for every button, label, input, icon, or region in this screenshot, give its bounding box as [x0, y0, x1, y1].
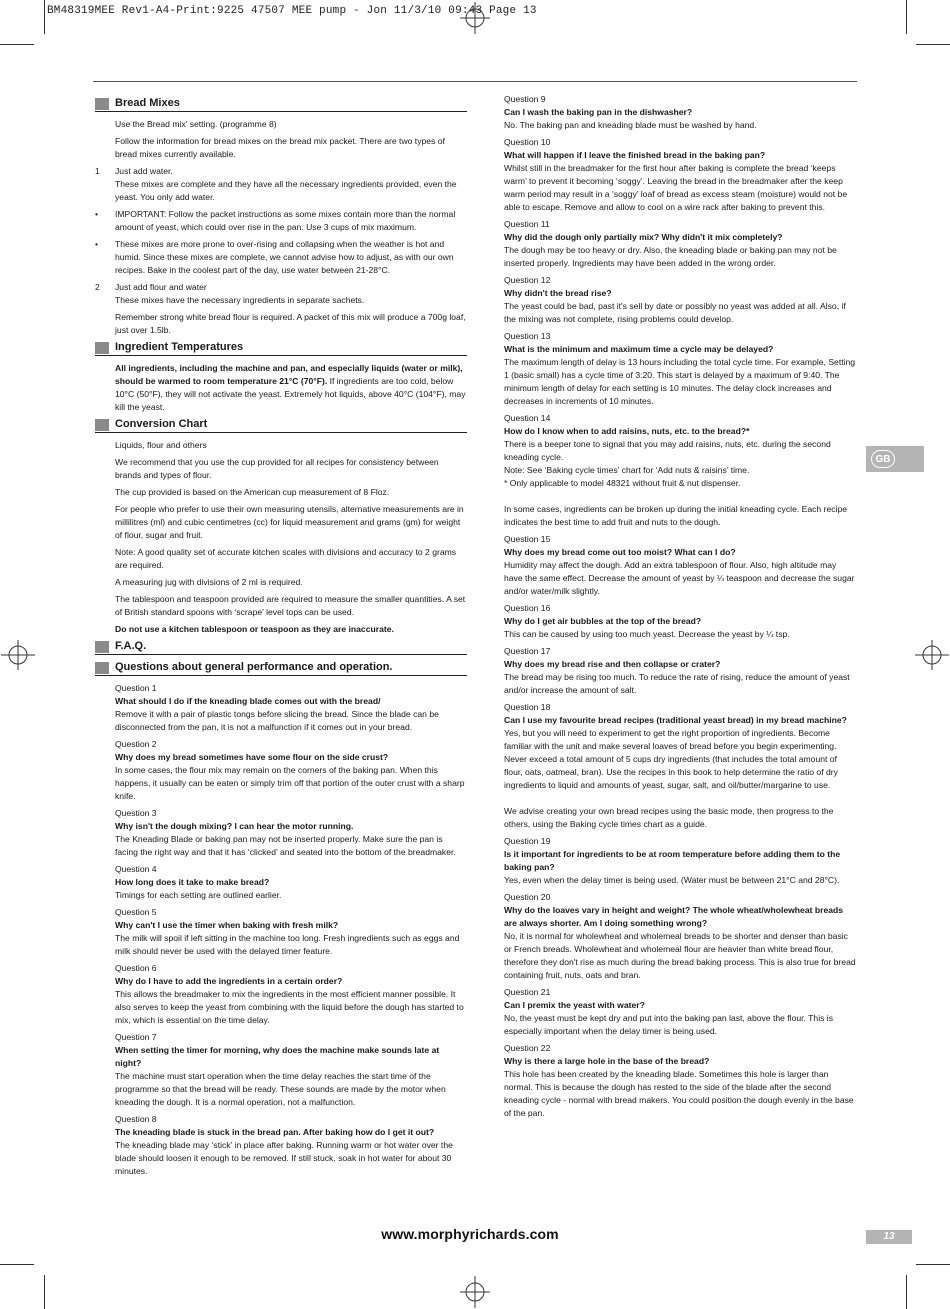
- answer-text: The milk will spoil if left sitting in the machine too long. Fresh ingredients such as eggs and milk should never be used with the delayed timer feature.: [115, 933, 460, 956]
- section-conversion-chart-heading: [95, 418, 467, 433]
- question-number: Question 19: [504, 836, 551, 846]
- faq-item: [504, 136, 856, 214]
- crop-mark-bottom-right-v: [906, 1275, 907, 1309]
- right-column: [504, 93, 856, 1124]
- question-text: Why can't I use the timer when baking with fresh milk?: [115, 920, 339, 930]
- list-item: [95, 238, 467, 277]
- question-number: Question 8: [115, 1114, 157, 1124]
- paragraph: A measuring jug with divisions of 2 ml is required.: [115, 577, 303, 587]
- faq-item: [504, 835, 856, 887]
- question-number: Question 3: [115, 808, 157, 818]
- list-text: Just add flour and water: [115, 282, 207, 292]
- question-number: Question 14: [504, 413, 551, 423]
- section-square-icon: [95, 419, 109, 431]
- question-text: Can I wash the baking pan in the dishwasher?: [504, 107, 693, 117]
- list-text: These mixes are more prone to over-rising and collapsing when the weather is hot and humid. Since these mixes are complete, we cannot advise how to adjust, as with our own recipes. Bake in the coolest part of the day, use water between 21-28°C.: [115, 239, 454, 275]
- header-rule: [93, 81, 857, 82]
- paragraph: Liquids, flour and others: [115, 440, 207, 450]
- question-number: Question 2: [115, 739, 157, 749]
- text: If ingredients are too cold, below 10°C (50°F), they will not activate the yeast. Extremely hot liquids, above 40°C (104°F), may kill the yeast.: [115, 376, 466, 412]
- paragraph: Follow the information for bread mixes on the bread mix packet. There are two types of bread mixes currently available.: [115, 136, 445, 159]
- left-column: [95, 93, 467, 1182]
- answer-text: No. The baking pan and kneading blade must be washed by hand.: [504, 120, 757, 130]
- section-ingredient-temperatures-heading: [95, 341, 467, 356]
- paragraph: We recommend that you use the cup provided for all recipes for consistency between brands and types of flour.: [115, 457, 439, 480]
- crop-mark-bottom-right-h: [916, 1264, 950, 1265]
- answer-text: In some cases, the flour mix may remain on the corners of the baking pan. When this happens, it usually can be eaten or simply trim off that portion of the outer crust with a sharp knife.: [115, 765, 465, 801]
- list-item: [95, 208, 467, 234]
- question-text: How do I know when to add raisins, nuts, etc. to the bread?*: [504, 426, 750, 436]
- paragraph: Use the Bread mix' setting. (programme 8): [115, 119, 277, 129]
- question-number: Question 17: [504, 646, 551, 656]
- question-number: Question 11: [504, 219, 550, 229]
- crop-mark-top-left-v: [44, 0, 45, 34]
- faq-item: [504, 330, 856, 408]
- list-marker: 1: [95, 166, 100, 176]
- question-number: Question 6: [115, 963, 157, 973]
- list-text: IMPORTANT: Follow the packet instructions as some mixes contain more than the normal amount of yeast, which could over rise in the pan. Use 3 cups of mix maximum.: [115, 209, 456, 232]
- footer-url: www.morphyrichards.com: [381, 1226, 559, 1242]
- question-text: Why is there a large hole in the base of the bread?: [504, 1056, 710, 1066]
- question-text: Why didn't the bread rise?: [504, 288, 612, 298]
- bold-text: All ingredients, including the machine and pan, and especially liquids (water or milk), should be warmed to room temperature 21°C (70°F).: [115, 363, 463, 386]
- section-general-questions-heading: [95, 661, 467, 676]
- language-badge: GB: [871, 450, 895, 468]
- faq-item: [115, 682, 467, 734]
- question-number: Question 20: [504, 892, 551, 902]
- faq-item: [115, 1031, 467, 1109]
- question-number: Question 9: [504, 94, 546, 104]
- paragraph: [115, 362, 467, 414]
- answer-text: There is a beeper tone to signal that you may add raisins, nuts, etc. during the second kneading cycle. Note: See ‘Baking cycle times’ chart for ‘Add nuts & raisins’ time. * Only applicable to model 48321 without fruit & nut dispenser. In some cases, ingredients can be broken up during the initial kneading cycle. Each recipe indicates the best time to add fruit and nuts to the dough.: [504, 439, 847, 527]
- bullet-marker: •: [95, 239, 99, 249]
- print-slug: BM48319MEE Rev1-A4-Print:9225 47507 MEE pump - Jon 11/3/10 09:43 Page 13: [47, 5, 537, 17]
- answer-text: No, it is normal for wholewheat and wholemeal breads to be shorter and denser than basic or French breads. Wholewheat and wholemeal flour are heavier than white bread flour, therefore they don't rise as much during the bread baking process. This is also true for bread containing fruit, nuts, oats and bran.: [504, 931, 856, 980]
- faq-item: [504, 701, 856, 831]
- answer-text: Humidity may affect the dough. Add an extra tablespoon of flour. Also, high altitude may have the same effect. Decrease the amount of yeast by ¼ teaspoon and decrease the sugar and/or water/milk slightly.: [504, 560, 855, 596]
- section-title: Ingredient Temperatures: [115, 341, 244, 353]
- question-number: Question 21: [504, 987, 551, 997]
- faq-item: [504, 602, 856, 641]
- registration-mark-bottom: [460, 1276, 490, 1308]
- faq-item: [504, 93, 856, 132]
- faq-item: [504, 986, 856, 1038]
- question-text: Why do the loaves vary in height and weight? The whole wheat/wholewheat breads are always shorter. Am I doing something wrong?: [504, 905, 844, 928]
- faq-item: [504, 891, 856, 982]
- answer-text: The bread may be rising too much. To reduce the rate of rising, reduce the amount of yeast and/or increase the amount of salt.: [504, 672, 850, 695]
- section-title: Questions about general performance and operation.: [115, 661, 393, 673]
- crop-mark-bottom-left-h: [0, 1264, 34, 1265]
- question-number: Question 1: [115, 683, 157, 693]
- list-marker: 2: [95, 282, 100, 292]
- question-number: Question 7: [115, 1032, 157, 1042]
- question-number: Question 10: [504, 137, 551, 147]
- faq-item: [115, 863, 467, 902]
- faq-item: [504, 645, 856, 697]
- section-title: F.A.Q.: [115, 640, 147, 652]
- faq-item: [504, 1042, 856, 1120]
- answer-text: This can be caused by using too much yeast. Decrease the yeast by ¼ tsp.: [504, 629, 790, 639]
- crop-mark-top-right-h: [916, 44, 950, 45]
- question-text: Why does my bread rise and then collapse or crater?: [504, 659, 721, 669]
- list-text: These mixes have the necessary ingredients in separate sachets.: [115, 295, 365, 305]
- answer-text: The machine must start operation when the time delay reaches the start time of the programme so that the bread will be ready. These sounds are made by the motor when kneading the dough. It is a normal operation, not a malfunction.: [115, 1071, 446, 1107]
- question-number: Question 15: [504, 534, 551, 544]
- question-text: Why do I have to add the ingredients in a certain order?: [115, 976, 343, 986]
- answer-text: The kneading blade may ‘stick’ in place after baking. Running warm or hot water over the blade should loosen it enough to be removed. If still stuck, soak in hot water for about 30 minutes.: [115, 1140, 453, 1176]
- answer-text: Remove it with a pair of plastic tongs before slicing the bread. Since the blade can be disconnected from the pan, it is not a malfunction if it comes out in your bread.: [115, 709, 439, 732]
- bullet-marker: •: [95, 209, 99, 219]
- question-number: Question 5: [115, 907, 157, 917]
- faq-item: [504, 412, 856, 529]
- crop-mark-top-left-h: [0, 44, 34, 45]
- question-number: Question 13: [504, 331, 551, 341]
- question-text: Is it important for ingredients to be at room temperature before adding them to the baking pan?: [504, 849, 841, 872]
- answer-text: This hole has been created by the kneading blade. Sometimes this hole is larger than normal. This is because the dough has rested to the side of the blade after the second kneading cycle - normal with bread makers. You could position the dough evenly in the base of the pan.: [504, 1069, 854, 1118]
- question-text: Can I premix the yeast with water?: [504, 1000, 645, 1010]
- question-text: Why do I get air bubbles at the top of the bread?: [504, 616, 702, 626]
- question-text: How long does it take to make bread?: [115, 877, 270, 887]
- section-faq-heading: [95, 640, 467, 655]
- list-text: These mixes are complete and they have all the necessary ingredients provided, even the yeast. You only add water.: [115, 179, 457, 202]
- question-text: Why does my bread sometimes have some flour on the side crust?: [115, 752, 389, 762]
- question-text: When setting the timer for morning, why does the machine make sounds late at night?: [115, 1045, 440, 1068]
- question-text: Why did the dough only partially mix? Why didn't it mix completely?: [504, 232, 783, 242]
- warning-paragraph: Do not use a kitchen tablespoon or teaspoon as they are inaccurate.: [115, 624, 394, 634]
- question-number: Question 18: [504, 702, 551, 712]
- question-number: Question 16: [504, 603, 551, 613]
- question-text: Can I use my favourite bread recipes (traditional yeast bread) in my bread machine?: [504, 715, 847, 725]
- answer-text: Yes, but you will need to experiment to get the right proportion of ingredients. Become familiar with the unit and make several loaves of bread before you begin experimenting. Never exceed a total amount of 5 cups dry ingredients (that includes the total amount of flour, oats, oatmeal, bran). Use the recipes in this book to help determine the ratio of dry ingredients to liquid and amounts of yeast, sugar, salt, and oil/butter/margarine to use. We advise creating your own bread recipes using the basic mode, then progress to the others, using the Baking cycle times chart as a guide.: [504, 728, 838, 829]
- answer-text: The dough may be too heavy or dry. Also, the kneading blade or baking pan may not be inserted properly. Ingredients may have been added in the wrong order.: [504, 245, 837, 268]
- question-number: Question 4: [115, 864, 157, 874]
- registration-mark-top: [460, 2, 490, 34]
- answer-text: Whilst still in the breadmaker for the first hour after baking is complete the bread ‘keeps warm’ to prevent it becoming ‘soggy’. Leaving the bread in the breadmaker after the keep warm period may result in a ‘soggy’ loaf of bread as excess steam (moisture) would not be able to escape. Remove and allow to cool on a wire rack after baking to prevent this.: [504, 163, 848, 212]
- list-text: Just add water.: [115, 166, 173, 176]
- section-square-icon: [95, 641, 109, 653]
- page-number: 13: [866, 1230, 912, 1244]
- section-bread-mixes-heading: [95, 97, 467, 112]
- answer-text: The Kneading Blade or baking pan may not be inserted properly. Make sure the pan is facing the right way and that it has ‘clicked’ and seated into the bottom of the breadmaker.: [115, 834, 456, 857]
- faq-item: [504, 274, 856, 326]
- registration-mark-left: [1, 640, 35, 670]
- answer-text: The yeast could be bad, past it's sell by date or possibly no yeast was added at all. Also, if the mixing was not complete, rising problems could develop.: [504, 301, 846, 324]
- crop-mark-top-right-v: [906, 0, 907, 34]
- paragraph: For people who prefer to use their own measuring utensils, alternative measurements are in millilitres (ml) and cubic centimetres (cc) for liquid measurement and grams (gm) for weight of flour, sugar and fruit.: [115, 504, 464, 540]
- answer-text: Timings for each setting are outlined earlier.: [115, 890, 282, 900]
- faq-item: [115, 962, 467, 1027]
- question-text: What is the minimum and maximum time a cycle may be delayed?: [504, 344, 774, 354]
- answer-text: Yes, even when the delay timer is being used. (Water must be between 21°C and 28°C).: [504, 875, 840, 885]
- question-text: The kneading blade is stuck in the bread pan. After baking how do I get it out?: [115, 1127, 435, 1137]
- faq-item: [115, 1113, 467, 1178]
- faq-item: [504, 218, 856, 270]
- paragraph: Remember strong white bread flour is required. A packet of this mix will produce a 700g loaf, just over 1.5lb.: [115, 312, 466, 335]
- faq-item: [504, 533, 856, 598]
- paragraph: The tablespoon and teaspoon provided are required to measure the smaller quantities. A set of British standard spoons with ‘scrape’ level tops can be used.: [115, 594, 466, 617]
- question-text: What will happen if I leave the finished bread in the baking pan?: [504, 150, 766, 160]
- answer-text: No, the yeast must be kept dry and put into the baking pan last, above the flour. This is especially important when the delay timer is being used.: [504, 1013, 833, 1036]
- paragraph: Note: A good quality set of accurate kitchen scales with divisions and accuracy to 2 grams are required.: [115, 547, 457, 570]
- section-square-icon: [95, 342, 109, 354]
- crop-mark-bottom-left-v: [44, 1275, 45, 1309]
- faq-item: [115, 738, 467, 803]
- question-text: Why does my bread come out too moist? What can I do?: [504, 547, 736, 557]
- section-title: Bread Mixes: [115, 97, 180, 109]
- language-tab: [866, 446, 924, 472]
- section-title: Conversion Chart: [115, 418, 208, 430]
- answer-text: This allows the breadmaker to mix the ingredients in the most efficient manner possible. It also serves to keep the yeast from combining with the liquid before the dough has started to mix, which is essential on the time delay.: [115, 989, 464, 1025]
- question-number: Question 12: [504, 275, 551, 285]
- paragraph: The cup provided is based on the American cup measurement of 8 Floz.: [115, 487, 390, 497]
- question-number: Question 22: [504, 1043, 551, 1053]
- faq-item: [115, 906, 467, 958]
- list-item: [95, 165, 467, 204]
- section-square-icon: [95, 98, 109, 110]
- answer-text: The maximum length of delay is 13 hours including the total cycle time. For example, Setting 1 (basic small) has a cycle time of 3:20. This start is delayed by a maximum of 9:40. The minimum length of delay for each setting is 10 minutes. The delay clock increases and decreases in increments of 10 minutes.: [504, 357, 856, 406]
- question-text: Why isn't the dough mixing? I can hear the motor running.: [115, 821, 354, 831]
- question-text: What should I do if the kneading blade comes out with the bread/: [115, 696, 381, 706]
- registration-mark-right: [915, 640, 949, 670]
- faq-item: [115, 807, 467, 859]
- section-square-icon: [95, 662, 109, 674]
- list-item: [95, 281, 467, 307]
